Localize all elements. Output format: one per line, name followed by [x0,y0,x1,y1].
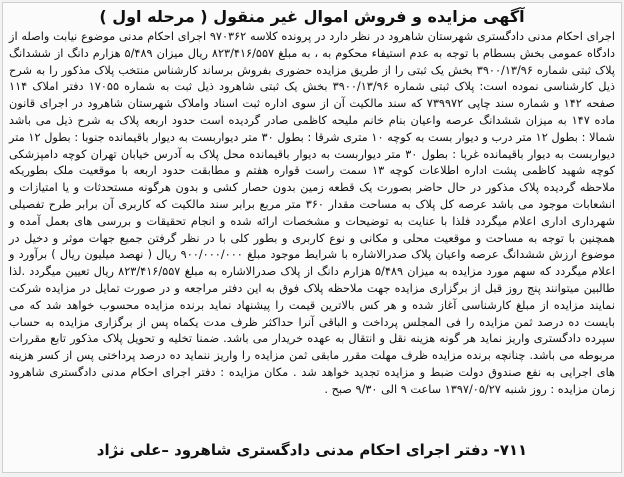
auction-notice [2,2,622,473]
notice-title: آگهی مزایده و فروش اموال غیر منقول ( مرحله اول ) [99,7,525,26]
notice-body: اجرای احکام مدنی دادگستری شهرستان شاهرود در نظر دارد در پرونده کلاسه ۹۷۰۳۶۲ اجرای احکام مدنی موضوع نیابت واصله از دادگاه عمومی بخش بسطام با توجه به عدم استیفاء محکوم به ، به مبلغ ۸۲۳/۴۱۶/۵۵۷ ریال میزان ۵/۴۸۹ هزارم دانگ از ششدانگ پلاک ثبتی شماره ۳۹۰۰/۱۳/۹۶ بخش یک ثبتی را از طریق مزایده حضوری بفروش برساند کارشناس منتخب پلاک مذکور را به شرح ذیل کارشناسی نموده است: پلاک ثبتی شماره ۳۹۰۰/۱۳/۹۶ بخش یک ثبتی شاهرود ذیل ثبت به شماره ۱۷۰۵۵ دفتر املاک ۱۱۴ صفحه ۱۴۲ و شماره سند چاپی ۷۳۹۹۷۲ که سند مالکیت آن از سوی اداره ثبت اسناد واملاک شهرستان شاهرود در اجرای قانون ماده ۱۴۷ به میزان ششدانگ عرصه واعیان بنام خانم ملیحه کاظمی صادر گردیده است حدود اربعه پلاک به شرح ذیل می باشد شمالا : بطول ۱۲ متر درب و دیوار بست به کوچه ۱۰ متری شرقا : بطول ۳۰ متر دیواربست به دیوار باقیمانده جنوبا : بطول ۱۲ متر دیواربست به دیوار باقیمانده غربا : بطول ۳۰ متر دیواربست به دیوار باقیمانده محل پلاک به آدرس خیابان تهران کوچه دامپزشکی کوچه شهید کاظمی پشت اداره اطلاعات کوچه ۱۳ سمت راست قواره هفتم و مطابقت حدود اربعه با موقعیت ملک بطوریکه ملاحظه گردیده پلاک مذکور در حال حاضر بصورت یک قطعه زمین بدون حصار کشی و بدون هرگونه مستحدثات و یا امتیازات و انشعابات موجود می باشد عرصه کل پلاک به مساحت مقدار ۳۶۰ متر مربع برابر سند مالکیت که کاربری آن برابر طرح تفصیلی شهرداری اداری اعلام میگردد فلذا با عنایت به توضیحات و مشخصات ارائه شده و انجام تحقیقات و بررسی های بعمل آمده و همچنین با توجه به مساحت و موقعیت محلی و مکانی و نوع کاربری و بطور کلی با در نظر گرفتن جمیع جهات موثر و دخیل در موضوع ارزش ششدانگ عرصه واعیان پلاک صدرالاشاره با شرایط موجود مبلغ ۹۰۰/۰۰۰/۰۰۰ ریال ( نهصد میلیون ریال ) برآورد و اعلام میگردد که سهم مورد مزایده به میزان ۵/۴۸۹ هزارم دانگ از پلاک صدرالاشاره به مبلغ ۸۲۳/۴۱۶/۵۵۷ ریال تعیین میگردد .لذا طالبین میتوانند پنج روز قبل از برگزاری مزایده جهت ملاحظه پلاک فوق به این دفتر مراجعه و در صورت تمایل در مزایده شرکت نمایند مزایده از مبلغ کارشناسی آغاز شده و هر کس بالاترین قیمت را پیشنهاد نماید برنده مزایده محسوب خواهد شد که می بایست ده درصد ثمن مزایده را فی المجلس پرداخت و الباقی آنرا حداکثر ظرف مدت یکماه پس از برگزاری مزایده به حساب سپرده دادگستری واریز نماید هر گونه هزینه نقل و انتقال به عهده خریدار می باشد. ضمنا تخلیه و تحویل پلاک مذکور تابع مقررات مربوطه می باشد. چنانچه برنده مزایده ظرف مهلت مقرر مابقی ثمن مزایده را واریز ننماید ده درصد پرداختی پس از کسر هزینه های اجرایی به نفع صندوق دولت ضبط و مزایده تجدید خواهد شد . مکان مزایده : دفتر اجرای احکام مدنی دادگستری شاهرود زمان مزایده : روز شنبه ۱۳۹۷/۰۵/۲۷ ساعت ۹ الی ۹/۳۰ صبح . [9,30,616,396]
notice-footer: ۷۱۱- دفتر اجرای احکام مدنی دادگستری شاهرود –علی نژاد [96,441,528,459]
